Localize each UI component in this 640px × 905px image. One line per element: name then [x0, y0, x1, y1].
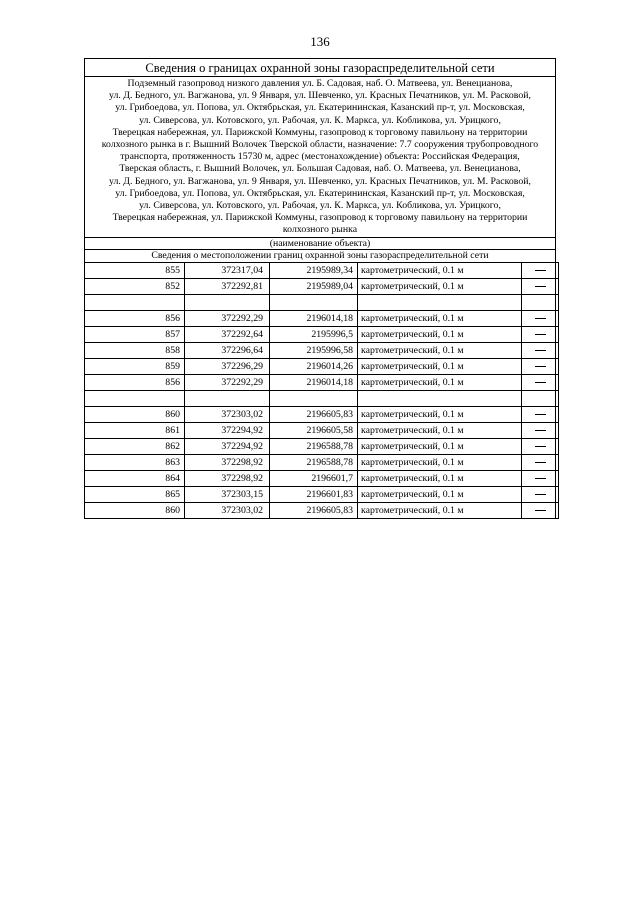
method-cell: картометрический, 0.1 м [358, 342, 522, 358]
method-cell: картометрический, 0.1 м [358, 502, 522, 518]
dash-mark [535, 334, 546, 335]
description-cell [522, 502, 559, 518]
object-description-line: ул. Сиверсова, ул. Котовского, ул. Рабочая, ул. К. Маркса, ул. Кобликова, ул. Урицкого, [139, 200, 501, 212]
point-number-cell: 855 [85, 262, 185, 278]
table-row [85, 406, 559, 422]
table-row [85, 278, 559, 294]
y-coordinate-cell: 2196601,83 [270, 486, 358, 502]
y-coordinate-cell: 2195996,58 [270, 342, 358, 358]
point-number-cell [85, 294, 185, 310]
dash-mark [535, 414, 546, 415]
description-cell [522, 294, 559, 310]
dash-mark [535, 270, 546, 271]
dash-mark [535, 446, 546, 447]
object-description-line: колхозного рынка в г. Вышний Волочек Тверской области, назначение: 7.7 сооружения трубопроводного [101, 139, 539, 151]
x-coordinate-cell: 372292,29 [185, 310, 270, 326]
description-cell [522, 454, 559, 470]
page-number: 136 [310, 34, 330, 49]
dash-mark [535, 494, 546, 495]
method-cell: картометрический, 0.1 м [358, 262, 522, 278]
table-row [85, 486, 559, 502]
method-cell: картометрический, 0.1 м [358, 310, 522, 326]
table-row [85, 422, 559, 438]
method-cell: картометрический, 0.1 м [358, 278, 522, 294]
x-coordinate-cell: 372292,29 [185, 374, 270, 390]
dash-mark [535, 478, 546, 479]
y-coordinate-cell: 2195989,34 [270, 262, 358, 278]
y-coordinate-cell: 2196588,78 [270, 438, 358, 454]
dash-mark [535, 510, 546, 511]
description-cell [522, 374, 559, 390]
method-cell: картометрический, 0.1 м [358, 486, 522, 502]
x-coordinate-cell: 372296,29 [185, 358, 270, 374]
table-row [85, 438, 559, 454]
table-row [85, 262, 559, 278]
description-cell [522, 342, 559, 358]
point-number-cell: 857 [85, 326, 185, 342]
x-coordinate-cell: 372292,81 [185, 278, 270, 294]
table-row [85, 342, 559, 358]
method-cell: картометрический, 0.1 м [358, 406, 522, 422]
object-description-line: транспорта, протяженность 15730 м, адрес (местонахождение) объекта: Российская Федерация, [120, 151, 520, 163]
object-description-line: Тверская область, г. Вышний Волочек, ул. Большая Садовая, наб. О. Матвеева, ул. Венецианова, [119, 163, 521, 175]
description-cell [522, 278, 559, 294]
point-number-cell: 863 [85, 454, 185, 470]
table-row [85, 502, 559, 518]
object-description-line: колхозного рынка [282, 224, 358, 236]
description-cell [522, 390, 559, 406]
point-number-cell: 860 [85, 502, 185, 518]
dash-mark [535, 462, 546, 463]
object-description-line: Тверецкая набережная, ул. Парижской Коммуны, газопровод к торговому павильону на территории [112, 212, 528, 224]
point-number-cell: 856 [85, 374, 185, 390]
x-coordinate-cell: 372303,02 [185, 406, 270, 422]
table-row [85, 294, 559, 310]
table-row [85, 390, 559, 406]
table-row [85, 454, 559, 470]
table-row [85, 310, 559, 326]
description-cell [522, 310, 559, 326]
table-row [85, 358, 559, 374]
y-coordinate-cell: 2196605,83 [270, 406, 358, 422]
method-cell: картометрический, 0.1 м [358, 374, 522, 390]
table-row [85, 326, 559, 342]
point-number-cell: 858 [85, 342, 185, 358]
point-number-cell: 852 [85, 278, 185, 294]
x-coordinate-cell [185, 294, 270, 310]
object-description-line: Подземный газопровод низкого давления ул. Б. Садовая, наб. О. Матвеева, ул. Венецианова, [127, 78, 513, 89]
x-coordinate-cell: 372303,02 [185, 502, 270, 518]
method-cell: картометрический, 0.1 м [358, 326, 522, 342]
dash-mark [535, 318, 546, 319]
method-cell [358, 390, 522, 406]
x-coordinate-cell [185, 390, 270, 406]
method-cell: картометрический, 0.1 м [358, 438, 522, 454]
description-cell [522, 358, 559, 374]
point-number-cell: 862 [85, 438, 185, 454]
description-cell [522, 470, 559, 486]
y-coordinate-cell: 2196605,58 [270, 422, 358, 438]
y-coordinate-cell: 2195989,04 [270, 278, 358, 294]
dash-mark [535, 286, 546, 287]
object-description [85, 77, 555, 238]
point-number-cell: 860 [85, 406, 185, 422]
boundary-document [84, 58, 556, 519]
y-coordinate-cell [270, 294, 358, 310]
y-coordinate-cell: 2196014,18 [270, 374, 358, 390]
method-cell [358, 294, 522, 310]
y-coordinate-cell [270, 390, 358, 406]
dash-mark [535, 366, 546, 367]
y-coordinate-cell: 2196605,83 [270, 502, 358, 518]
point-number-cell: 864 [85, 470, 185, 486]
method-cell: картометрический, 0.1 м [358, 470, 522, 486]
object-description-line: ул. Грибоедова, ул. Попова, ул. Октябрьская, ул. Екатерининская, Казанский пр-т, ул. Московская, [115, 102, 525, 114]
dash-mark [535, 430, 546, 431]
method-cell: картометрический, 0.1 м [358, 454, 522, 470]
x-coordinate-cell: 372294,92 [185, 438, 270, 454]
x-coordinate-cell: 372303,15 [185, 486, 270, 502]
x-coordinate-cell: 372317,04 [185, 262, 270, 278]
point-number-cell [85, 390, 185, 406]
y-coordinate-cell: 2196014,18 [270, 310, 358, 326]
y-coordinate-cell: 2195996,5 [270, 326, 358, 342]
point-number-cell: 856 [85, 310, 185, 326]
description-cell [522, 422, 559, 438]
x-coordinate-cell: 372292,64 [185, 326, 270, 342]
table-row [85, 470, 559, 486]
object-description-line: Тверецкая набережная, ул. Парижской Коммуны, газопровод к торговому павильону на территории [112, 126, 528, 138]
method-cell: картометрический, 0.1 м [358, 358, 522, 374]
method-cell: картометрический, 0.1 м [358, 422, 522, 438]
description-cell [522, 486, 559, 502]
x-coordinate-cell: 372298,92 [185, 454, 270, 470]
table-row [85, 374, 559, 390]
y-coordinate-cell: 2196601,7 [270, 470, 358, 486]
object-description-line: ул. Сиверсова, ул. Котовского, ул. Рабочая, ул. К. Маркса, ул. Кобликова, ул. Урицкого, [139, 114, 501, 126]
point-number-cell: 859 [85, 358, 185, 374]
y-coordinate-cell: 2196014,26 [270, 358, 358, 374]
object-caption: (наименование объекта) [85, 238, 555, 250]
x-coordinate-cell: 372298,92 [185, 470, 270, 486]
location-title: Сведения о местоположении границ охранной зоны газораспределительной сети [151, 249, 489, 261]
object-description-line: ул. Д. Бедного, ул. Вагжанова, ул. 9 Января, ул. Шевченко, ул. Красных Печатников, ул. М. Расковой, [109, 175, 531, 187]
description-cell [522, 326, 559, 342]
description-cell [522, 438, 559, 454]
y-coordinate-cell: 2196588,78 [270, 454, 358, 470]
dash-mark [535, 382, 546, 383]
point-number-cell: 861 [85, 422, 185, 438]
point-number-cell: 865 [85, 486, 185, 502]
description-cell [522, 262, 559, 278]
dash-mark [535, 350, 546, 351]
coordinates-table [84, 262, 559, 519]
x-coordinate-cell: 372294,92 [185, 422, 270, 438]
object-description-line: ул. Грибоедова, ул. Попова, ул. Октябрьская, ул. Екатерининская, Казанский пр-т, ул. Московская, [115, 187, 525, 199]
document-title: Сведения о границах охранной зоны газораспределительной сети [85, 59, 555, 77]
object-description-line: ул. Д. Бедного, ул. Вагжанова, ул. 9 Января, ул. Шевченко, ул. Красных Печатников, ул. М. Расковой, [109, 90, 531, 102]
x-coordinate-cell: 372296,64 [185, 342, 270, 358]
description-cell [522, 406, 559, 422]
